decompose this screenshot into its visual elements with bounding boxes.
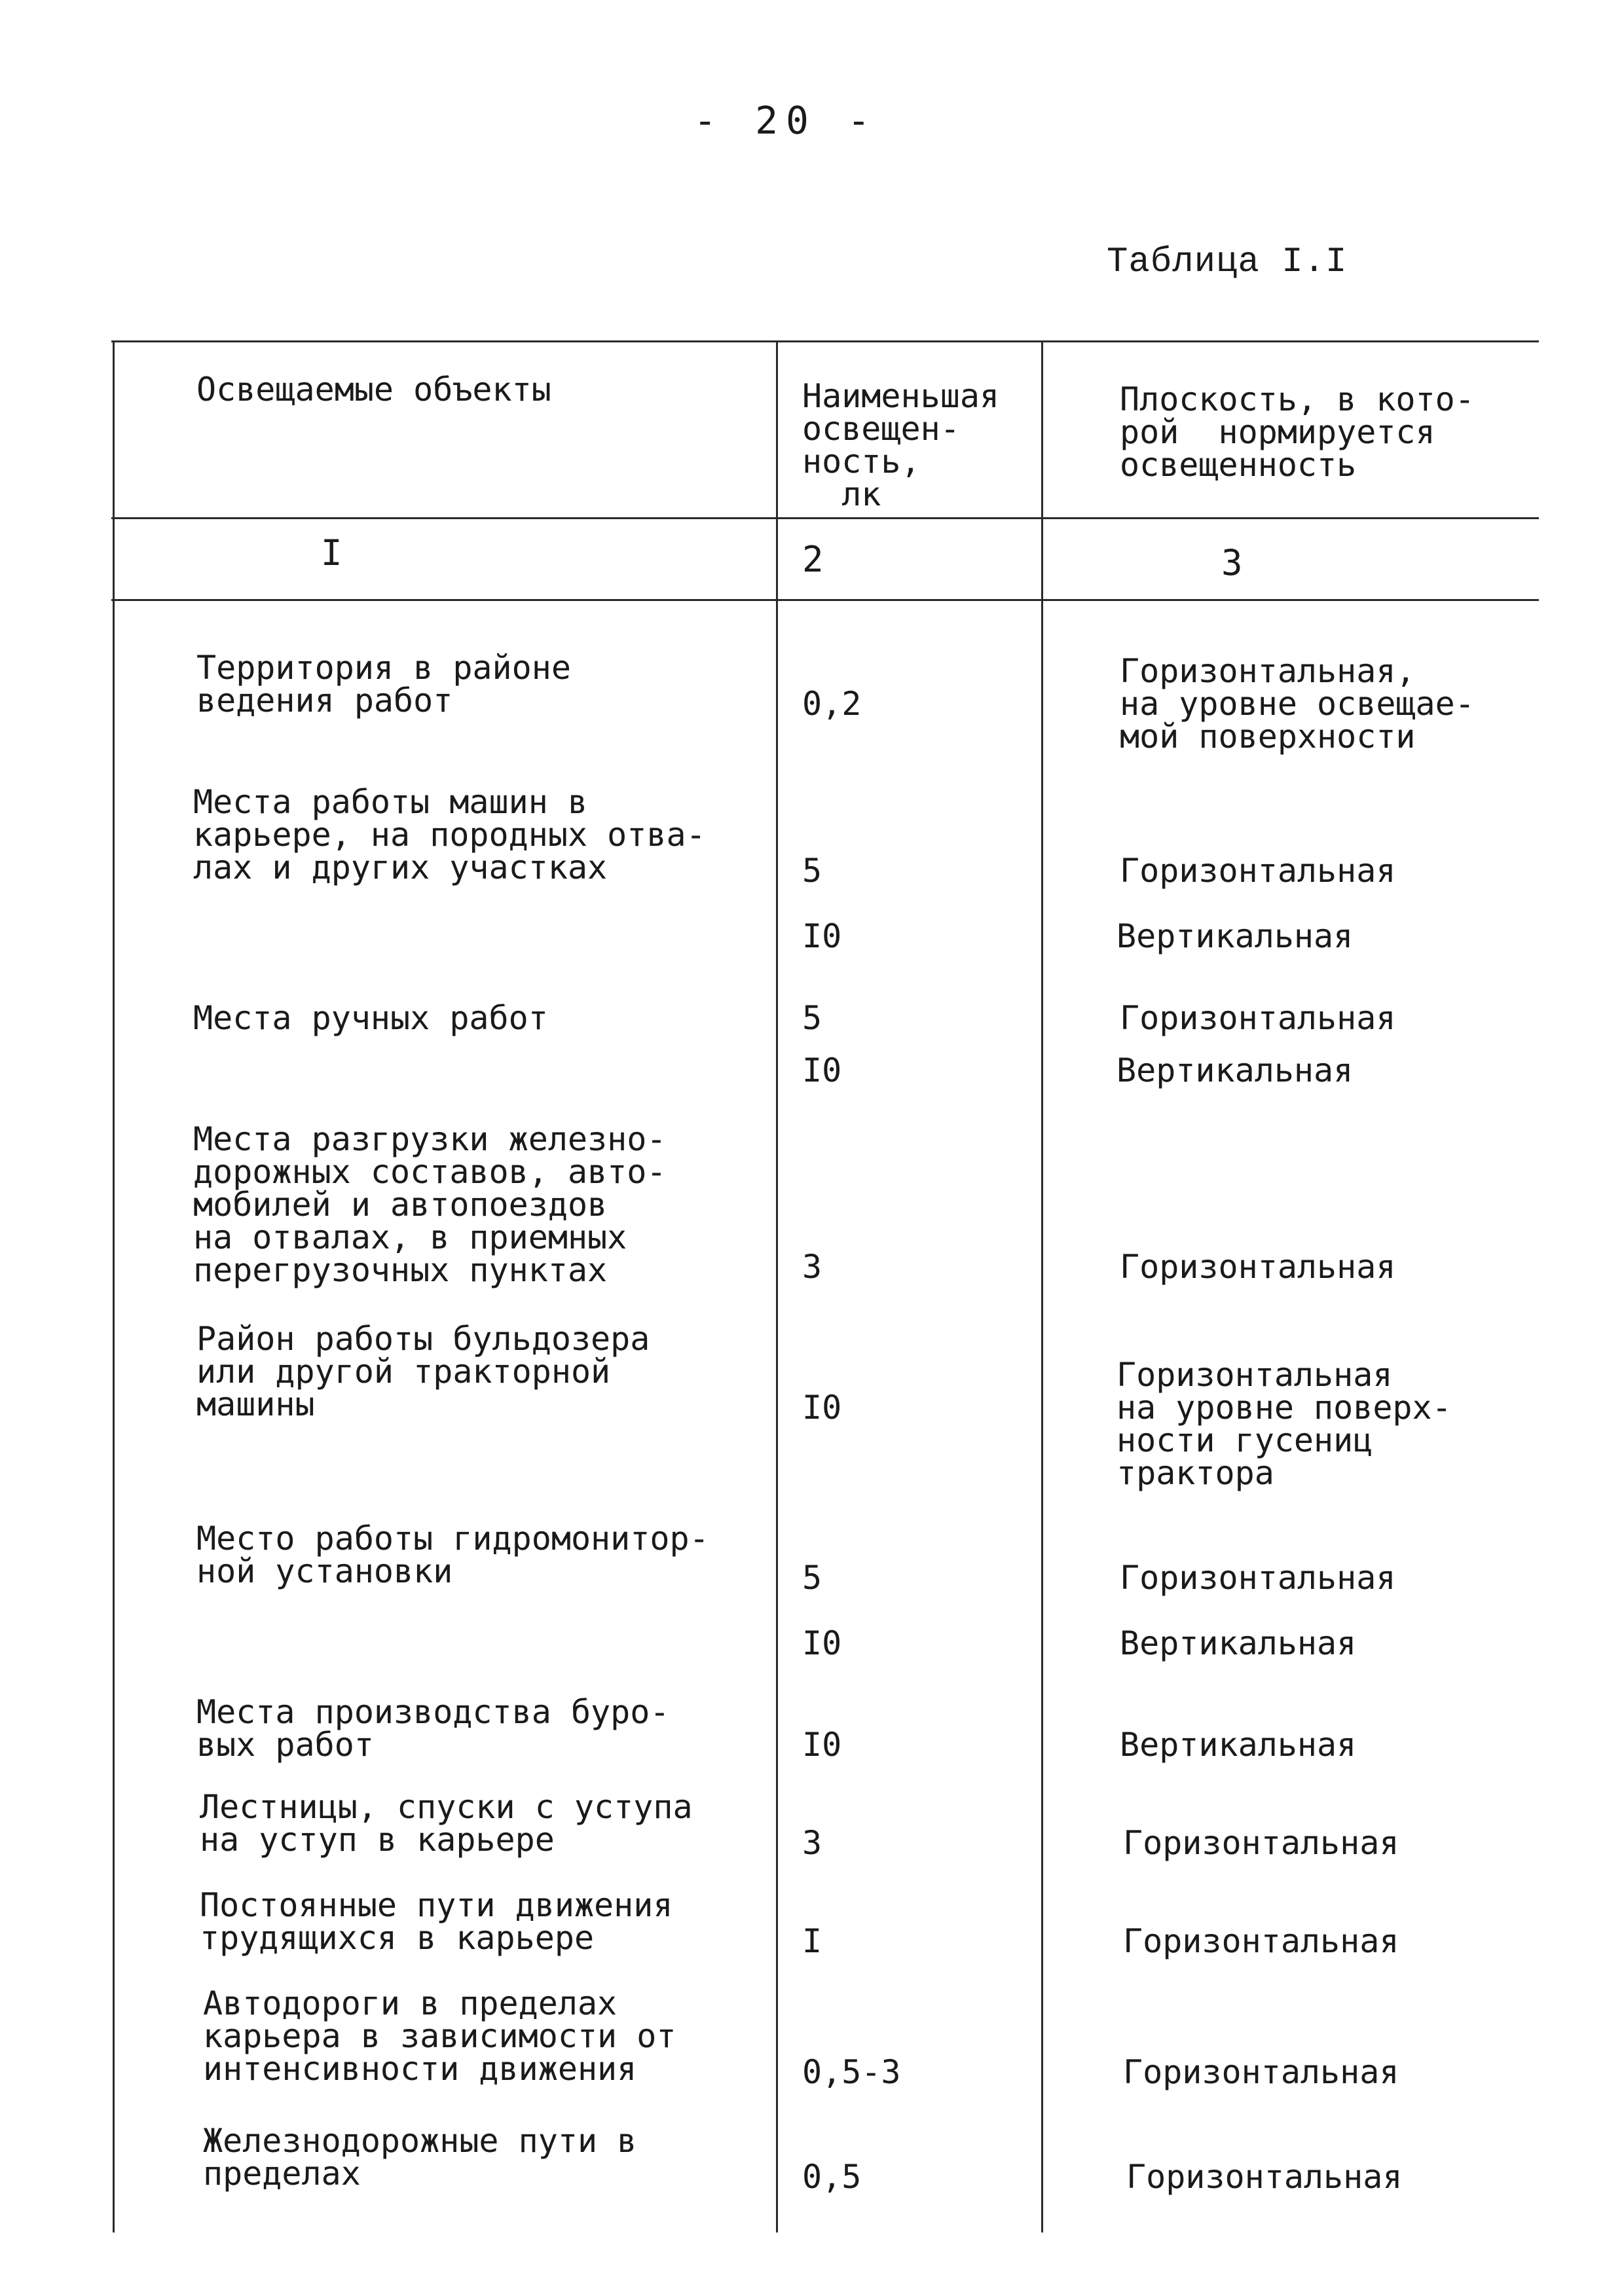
column-numbers-bottom-border bbox=[111, 599, 1539, 601]
table-top-border bbox=[111, 340, 1539, 342]
plane-cell: Горизонтальная bbox=[1120, 852, 1396, 890]
illuminance-cell: I0 bbox=[802, 1051, 842, 1089]
object-cell: Железнодорожные пути в пределах bbox=[203, 2122, 637, 2193]
column-number-3: 3 bbox=[1221, 542, 1243, 583]
table-left-border bbox=[113, 340, 115, 2232]
header-objects: Освещаемые объекты bbox=[196, 371, 551, 409]
plane-cell: Горизонтальная bbox=[1120, 1248, 1396, 1286]
object-cell: Автодороги в пределах карьера в зависимости от интенсивности движения bbox=[203, 1984, 676, 2088]
illuminance-cell: 5 bbox=[802, 1559, 822, 1597]
illuminance-cell: I0 bbox=[802, 1624, 842, 1662]
column-number-2: 2 bbox=[802, 539, 824, 580]
illuminance-cell: 5 bbox=[802, 852, 822, 890]
illuminance-cell: 0,2 bbox=[802, 685, 862, 723]
header-plane: Плоскость, в кото- рой нормируется освещенность bbox=[1120, 380, 1475, 484]
object-cell: Места работы машин в карьере, на породных отва- лах и других участках bbox=[193, 783, 706, 886]
illuminance-cell: 5 bbox=[802, 999, 822, 1037]
plane-cell: Вертикальная bbox=[1116, 1051, 1354, 1089]
plane-cell: Горизонтальная bbox=[1123, 1922, 1399, 1960]
plane-cell: Вертикальная bbox=[1116, 917, 1354, 955]
plane-cell: Вертикальная bbox=[1120, 1624, 1357, 1662]
object-cell: Место работы гидромонитор- ной установки bbox=[196, 1520, 709, 1590]
plane-cell: Горизонтальная bbox=[1123, 1824, 1399, 1862]
plane-cell: Горизонтальная bbox=[1123, 2053, 1399, 2091]
page-number: - 20 - bbox=[693, 98, 878, 143]
illuminance-cell: 3 bbox=[802, 1248, 822, 1286]
plane-cell: Вертикальная bbox=[1120, 1726, 1357, 1764]
illuminance-cell: 0,5-3 bbox=[802, 2053, 901, 2091]
illuminance-cell: 0,5 bbox=[802, 2158, 862, 2196]
illuminance-cell: I0 bbox=[802, 917, 842, 955]
object-cell: Район работы бульдозера или другой тракторной машины bbox=[196, 1320, 650, 1423]
plane-cell: Горизонтальная bbox=[1126, 2158, 1403, 2196]
illuminance-cell: I0 bbox=[802, 1726, 842, 1764]
header-bottom-border bbox=[111, 517, 1539, 519]
header-illuminance: Наименьшая освещен- ность, лк bbox=[802, 377, 1000, 513]
object-cell: Территория в районе ведения работ bbox=[196, 649, 571, 720]
plane-cell: Горизонтальная bbox=[1120, 1559, 1396, 1597]
object-cell: Постоянные пути движения трудящихся в карьере bbox=[200, 1886, 673, 1957]
column-number-1: I bbox=[321, 532, 342, 574]
object-cell: Места производства буро- вых работ bbox=[196, 1693, 670, 1764]
plane-cell: Горизонтальная, на уровне освещае- мой поверхности bbox=[1120, 652, 1475, 756]
object-cell: Места разгрузки железно- дорожных составов, авто- мобилей и автопоездов на отвалах, в приемных перегрузочных пунктах bbox=[193, 1120, 667, 1289]
plane-cell: Горизонтальная bbox=[1120, 999, 1396, 1037]
table-caption: Таблица I.I bbox=[1107, 242, 1348, 282]
plane-cell: Горизонтальная на уровне поверх- ности гусениц трактора bbox=[1116, 1356, 1452, 1492]
illuminance-cell: 3 bbox=[802, 1824, 822, 1862]
column-divider-2 bbox=[1041, 340, 1043, 2232]
illuminance-cell: I bbox=[802, 1922, 822, 1960]
column-divider-1 bbox=[776, 340, 778, 2232]
illuminance-cell: I0 bbox=[802, 1389, 842, 1427]
object-cell: Места ручных работ bbox=[193, 999, 548, 1037]
object-cell: Лестницы, спуски с уступа на уступ в карьере bbox=[200, 1788, 693, 1859]
